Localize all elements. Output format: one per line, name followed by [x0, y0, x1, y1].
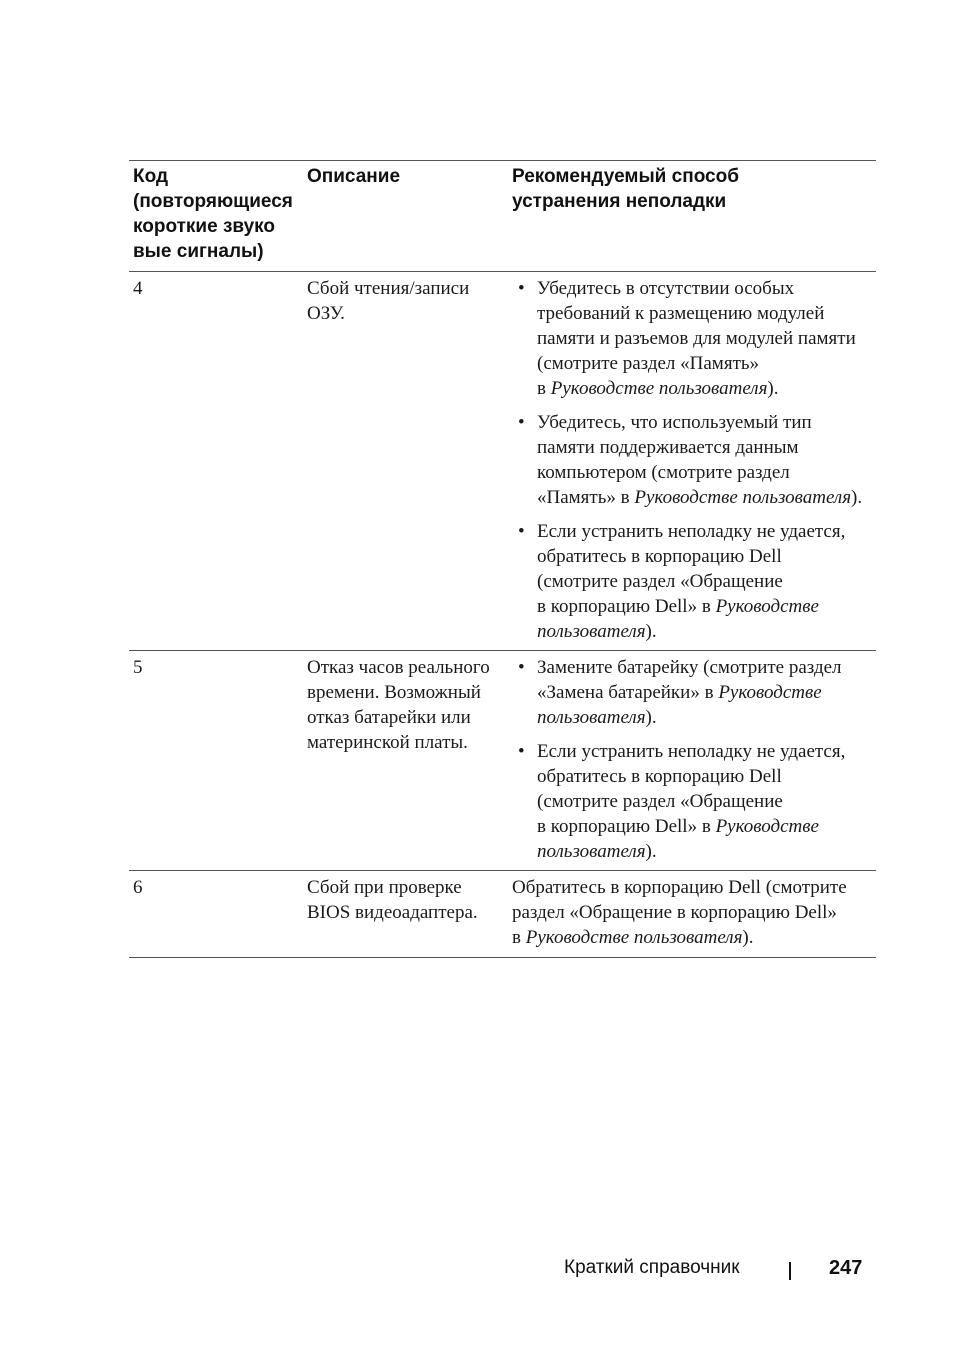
header-description-line: Описание [307, 166, 401, 187]
remedy-line: Замените батарейку (смотрите раздел [537, 657, 842, 678]
header-remedy-line: Рекомендуемый способ [512, 166, 739, 187]
remedy-line: (смотрите раздел «Обращение [537, 791, 783, 812]
row-rule [129, 650, 876, 651]
remedy-line: Убедитесь в отсутствии особых [537, 278, 795, 299]
remedy-line: пользователя). [537, 621, 657, 642]
remedy-line: памяти поддерживается данным [537, 437, 799, 458]
row-6-code: 6 [133, 877, 143, 898]
remedy-line: «Память» в Руководстве пользователя). [537, 487, 863, 508]
remedy-line: в корпорацию Dell» в Руководстве [537, 596, 819, 617]
manual-reference: Руководстве [715, 816, 819, 837]
footer-section-title: Краткий справочник [564, 1257, 740, 1278]
remedy-line: (смотрите раздел «Память» [537, 353, 760, 374]
header-code [133, 164, 301, 264]
row-5-bullet-1 [512, 655, 876, 730]
row-5-bullet-2 [512, 739, 876, 864]
remedy-line: в Руководстве пользователя). [512, 927, 754, 948]
manual-reference: Руководстве пользователя [634, 487, 852, 508]
manual-reference: пользователя [537, 841, 646, 862]
page-number: 247 [829, 1257, 863, 1279]
remedy-line: Обратитесь в корпорацию Dell (смотрите [512, 877, 847, 898]
description-line: Сбой чтения/записи [307, 278, 470, 299]
row-4-bullet-3 [512, 519, 876, 644]
bullet-icon: • [518, 278, 525, 299]
description-line: Сбой при проверке [307, 877, 462, 898]
row-6-description [307, 875, 507, 925]
bullet-icon: • [518, 412, 525, 433]
remedy-line: «Замена батарейки» в Руководстве [537, 682, 822, 703]
remedy-line: обратитесь в корпорацию Dell [537, 546, 782, 567]
manual-reference: Руководстве [718, 682, 822, 703]
header-rule [129, 271, 876, 272]
description-line: отказ батарейки или [307, 707, 471, 728]
remedy-line: требований к размещению модулей [537, 303, 825, 324]
table-top-rule [129, 160, 876, 161]
manual-reference: пользователя [537, 707, 646, 728]
remedy-line: пользователя). [537, 841, 657, 862]
row-rule [129, 870, 876, 871]
header-code-line: (повторяющиеся [133, 191, 293, 212]
remedy-line: в Руководстве пользователя). [537, 378, 779, 399]
manual-reference: пользователя [537, 621, 646, 642]
bullet-icon: • [518, 657, 525, 678]
remedy-line: (смотрите раздел «Обращение [537, 571, 783, 592]
footer-separator [789, 1262, 791, 1280]
remedy-line: обратитесь в корпорацию Dell [537, 766, 782, 787]
header-remedy-line: устранения неполадки [512, 191, 727, 212]
manual-reference: Руководстве [715, 596, 819, 617]
header-code-line: вые сигналы) [133, 241, 264, 262]
remedy-line: памяти и разъемов для модулей памяти [537, 328, 856, 349]
remedy-line: раздел «Обращение в корпорацию Dell» [512, 902, 837, 923]
description-line: времени. Возможный [307, 682, 481, 703]
remedy-line: Убедитесь, что используемый тип [537, 412, 812, 433]
row-6-remedy [512, 875, 874, 950]
row-4-description [307, 276, 507, 326]
description-line: BIOS видеоадаптера. [307, 902, 478, 923]
manual-reference: Руководстве пользователя [550, 378, 768, 399]
bullet-icon: • [518, 521, 525, 542]
row-4-code: 4 [133, 278, 143, 299]
manual-reference: Руководстве пользователя [525, 927, 743, 948]
row-5-code: 5 [133, 657, 143, 678]
row-4-bullet-2 [512, 410, 876, 510]
remedy-line: Если устранить неполадку не удается, [537, 741, 846, 762]
header-code-line: короткие звуко [133, 216, 276, 237]
table-bottom-rule [129, 957, 876, 958]
description-line: Отказ часов реального [307, 657, 490, 678]
remedy-line: Если устранить неполадку не удается, [537, 521, 846, 542]
header-remedy [512, 164, 874, 214]
header-description [307, 164, 507, 189]
row-4-bullet-1 [512, 276, 876, 401]
bullet-icon: • [518, 741, 525, 762]
remedy-line: пользователя). [537, 707, 657, 728]
description-line: материнской платы. [307, 732, 468, 753]
description-line: ОЗУ. [307, 303, 345, 324]
header-code-line: Код [133, 166, 169, 187]
remedy-line: компьютером (смотрите раздел [537, 462, 790, 483]
remedy-line: в корпорацию Dell» в Руководстве [537, 816, 819, 837]
row-5-description [307, 655, 507, 755]
